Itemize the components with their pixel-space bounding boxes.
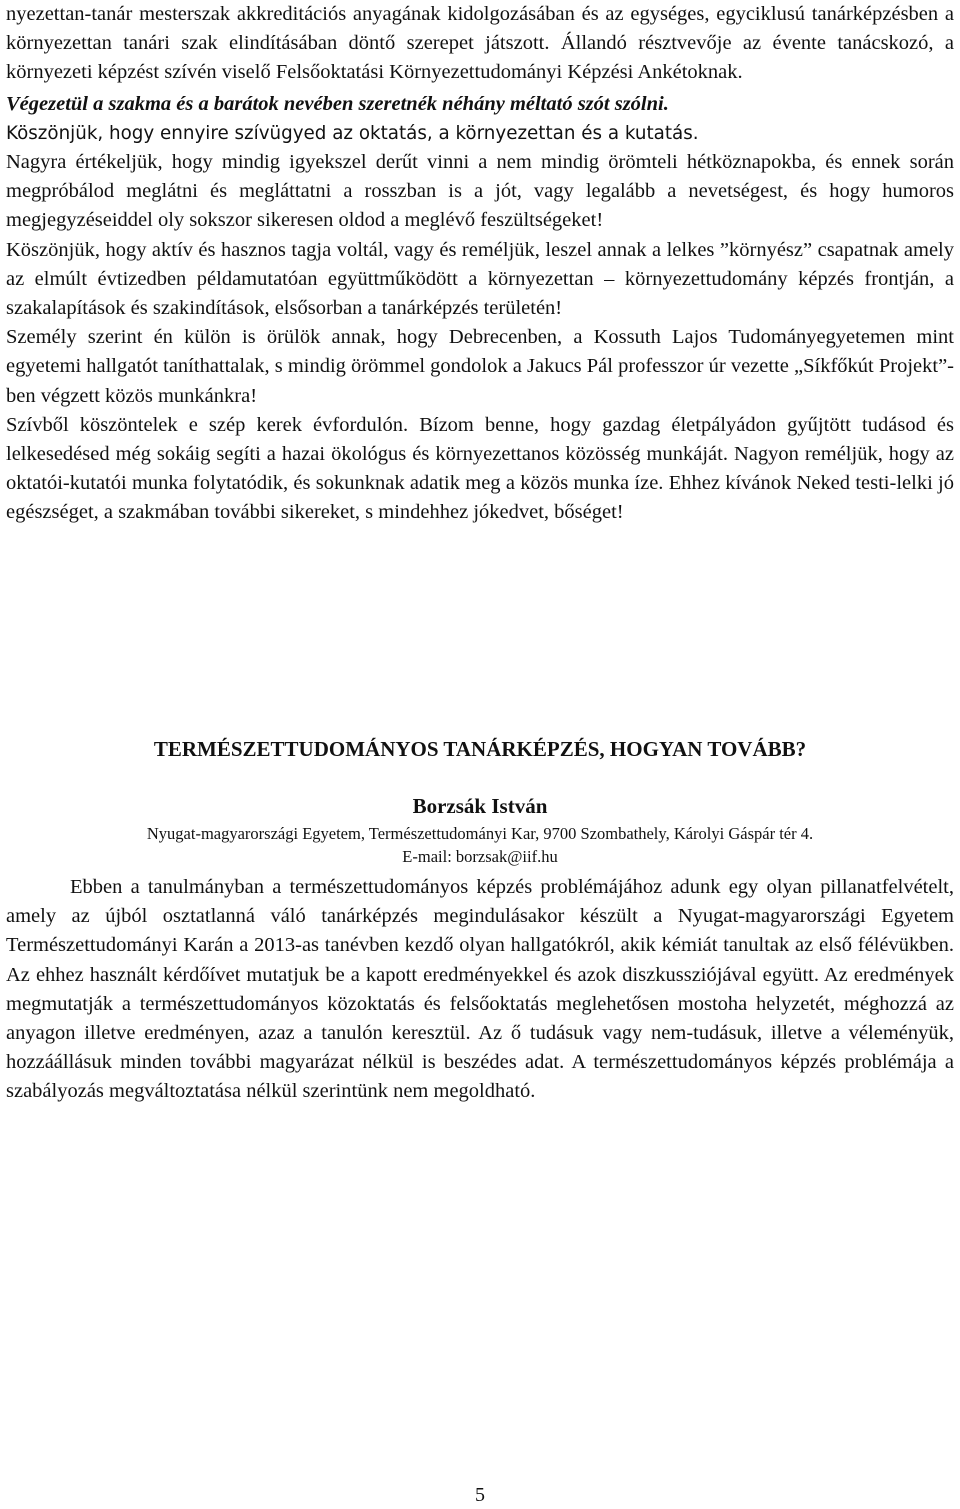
- author-email: E-mail: borzsak@iif.hu: [402, 847, 558, 866]
- abstract-paragraph: Ebben a tanulmányban a természettudományos képzés problémájához adunk egy olyan pillanatfelvételt, amely az újból osztatlanná váló tanárképzés megindulásakor készült a Nyugat-magyarországi Egyetem Természettudományi Karán a 2013-as tanévben kezdő olyan hallgatókról, akik kémiát tanultak az első félévükben. Az ehhez használt kérdőívet mutatjuk be a kapott eredményekkel és azok diszkussziójával együtt. Az eredmények megmutatják a természettudományos közoktatás és felsőoktatás meglehetősen mostoha helyzetét, méghozzá az anyagon illetve eredményen, azaz a tanulón keresztül. Az ő tudásuk vagy nem-tudásuk, illetve a véleményük, hozzáállásuk minden további magyarázat nélkül is beszédes adat. A természettudományos képzés problémája a szabályozás megváltoztatása nélkül szerintünk nem megoldható.: [6, 876, 954, 1103]
- tribute-text: [6, 0, 954, 528]
- article-author: Borzsák István: [412, 794, 548, 818]
- paragraph-thanks-1: Köszönjük, hogy ennyire szívügyed az oktatás, a környezettan és a kutatás.: [6, 122, 699, 144]
- paragraph-1: nyezettan-tanár mesterszak akkreditációs anyagának kidolgozásában és az egységes, egyciklusú tanárképzésben a környezettan tanári szak elindításában döntő szerepet játszott. Állandó résztvevője az évente tanácskozó, a környezeti képzést szívén viselő Felsőoktatási Környezettudományi Képzési Ankétoknak.: [6, 3, 954, 84]
- page-number: 5: [475, 1484, 485, 1506]
- abstract-section: [6, 873, 954, 1107]
- paragraph-7: Szívből köszöntelek e szép kerek évfordulón. Bízom benne, hogy gazdag életpályádon gyűjtött tudásod és lelkesedésed még sokáig segíti a hazai ökológus és környezettanos közösség munkáját. Nagyon reméljük, hogy az oktatói-kutatói munka folytatódik, és sokunknak adatik meg a közös munka íze. Ehhez kívánok Neked testi-lelki jó egészséget, a szakmában további sikereket, s mindehhez jókedvet, bőséget!: [6, 413, 954, 524]
- paragraph-4: Nagyra értékeljük, hogy mindig igyekszel derűt vinni a nem mindig örömteli hétköznapokba, és ennek során megpróbálod meglátni és megláttatni a rosszban is a jót, vagy legalább a nevetségest, és hogy humoros megjegyzéseiddel oly sokszor sikeresen oldod a meglévő feszültségeket!: [6, 151, 954, 232]
- paragraph-6: Személy szerint én külön is örülök annak, hogy Debrecenben, a Kossuth Lajos Tudományegyetemen mint egyetemi hallgatót taníthattalak, s mindig örömmel gondolok a Jakucs Pál professzor úr vezette „Síkfőkút Projekt”-ben végzett közös munkánkra!: [6, 326, 954, 407]
- author-affiliation: Nyugat-magyarországi Egyetem, Természettudományi Kar, 9700 Szombathely, Károlyi Gáspár tér 4.: [146, 824, 814, 843]
- paragraph-closing-heading: Végezetül a szakma és a barátok nevében szeretnék néhány méltató szót szólni.: [6, 92, 669, 115]
- paragraph-5: Köszönjük, hogy aktív és hasznos tagja voltál, vagy és reméljük, leszel annak a lelkes ”környész” csapatnak amely az elmúlt évtizedben példamutatóan együttműködött a környezettan – környezettudomány képzés frontján, a szakalapítások és szakindítások, elsősorban a tanárképzés területén!: [6, 238, 954, 320]
- article-title: TERMÉSZETTUDOMÁNYOS TANÁRKÉPZÉS, HOGYAN TOVÁBB?: [153, 737, 807, 761]
